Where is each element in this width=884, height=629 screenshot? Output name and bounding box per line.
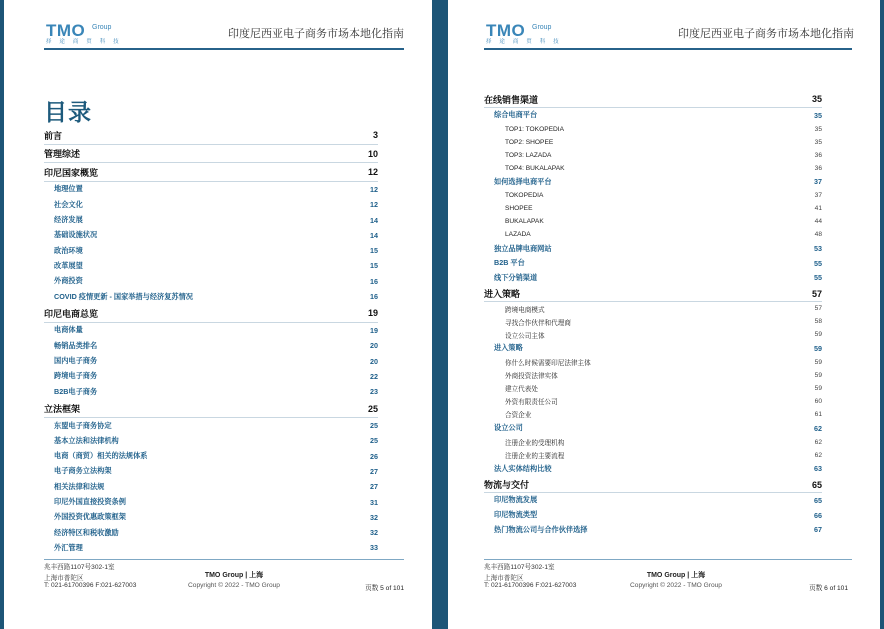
toc-entry[interactable] (54, 243, 378, 258)
toc-entry-title: TOKOPEDIA (505, 192, 544, 200)
toc-entry[interactable] (494, 522, 822, 537)
footer-contact: T: 021-61700396 F:021-627003 (484, 582, 577, 589)
toc-entry-page: 62 (814, 438, 822, 446)
toc-entry[interactable] (505, 189, 822, 202)
toc-entry-title: 建立代表处 (505, 386, 538, 394)
toc-entry-page: 31 (370, 497, 378, 507)
toc-entry-title: 跨境电子商务 (54, 371, 98, 381)
toc-entry-title: 相关法律和法规 (54, 481, 105, 491)
toc-entry[interactable] (54, 510, 378, 525)
toc-entry-title: 印尼物流发展 (494, 495, 538, 505)
toc-entry-page: 55 (814, 273, 822, 283)
toc-entry-title: 基础设施状况 (54, 230, 98, 240)
toc-entry[interactable] (494, 175, 822, 190)
toc-entry[interactable] (505, 315, 822, 328)
toc-entry-title: 印尼外国直接投资条例 (54, 497, 126, 507)
toc-entry[interactable] (484, 285, 822, 302)
toc-entry[interactable] (54, 274, 378, 289)
document-title: 印度尼西亚电子商务市场本地化指南 (678, 28, 854, 40)
toc-entry-page: 25 (370, 421, 378, 431)
toc-entry-page: 41 (814, 205, 822, 213)
toc-entry[interactable] (54, 479, 378, 494)
toc-entry[interactable] (505, 136, 822, 149)
tmo-group-logo (46, 22, 126, 46)
toc-entry[interactable] (54, 182, 378, 197)
toc-entry-page: 62 (814, 451, 822, 459)
toc-entry-title: COVID 疫情更新 - 国家举措与经济复苏情况 (54, 291, 193, 301)
toc-entry-page: 59 (814, 371, 822, 379)
toc-entry-title: 物流与交付 (484, 480, 530, 491)
toc-entry[interactable] (505, 382, 822, 395)
toc-entry-page: 67 (814, 525, 822, 535)
toc-entry[interactable] (54, 449, 378, 464)
toc-entry-page: 27 (370, 482, 378, 492)
toc-entry-page: 35 (811, 94, 822, 105)
document-page-right (448, 0, 880, 629)
toc-entry-title: 电商体量 (54, 325, 83, 335)
toc-entry-page: 55 (814, 258, 822, 268)
toc-entry-page: 16 (370, 276, 378, 286)
toc-entry-title: 在线销售渠道 (484, 94, 539, 105)
toc-entry-title: 畅销品类排名 (54, 340, 98, 350)
toc-entry-title: 印尼电商总览 (44, 308, 99, 319)
footer-copyright: Copyright © 2022 - TMO Group (188, 582, 280, 589)
toc-entry[interactable] (54, 433, 378, 448)
header-divider (484, 48, 852, 50)
toc-entry-page: 12 (370, 200, 378, 210)
logo-group-text: Group (532, 24, 552, 31)
toc-entry-title: TOP2: SHOPEE (505, 138, 554, 146)
toc-entry-title: 政治环境 (54, 245, 83, 255)
toc-entry-page: 14 (370, 215, 378, 225)
toc-entry-page: 14 (370, 230, 378, 240)
toc-entry[interactable] (484, 91, 822, 108)
logo-subtitle: 择 途 商 贸 科 技 (486, 39, 562, 45)
toc-entry-page: 37 (814, 192, 822, 200)
toc-entry-page: 23 (370, 387, 378, 397)
toc-entry-title: 外商投资法律实体 (505, 373, 558, 381)
toc-entry[interactable] (54, 197, 378, 212)
toc-entry-page: 59 (814, 331, 822, 339)
toc-entry-page: 59 (814, 358, 822, 366)
toc-entry[interactable] (494, 341, 822, 356)
toc-entry-page: 35 (814, 125, 822, 133)
toc-entry-page: 25 (370, 436, 378, 446)
footer-address-line1: 兆丰西路1107号302-1室 (44, 564, 115, 571)
toc-entry[interactable] (54, 525, 378, 540)
toc-entry-page: 37 (814, 177, 822, 187)
toc-entry[interactable] (505, 202, 822, 215)
toc-entry-page: 65 (811, 479, 822, 490)
toc-entry-title: 基本立法和法律机构 (54, 435, 119, 445)
footer-divider (484, 559, 852, 560)
footer-contact: T: 021-61700396 F:021-627003 (44, 582, 137, 589)
toc-entry-page: 32 (370, 528, 378, 538)
footer-copyright: Copyright © 2022 - TMO Group (630, 582, 722, 589)
toc-entry[interactable] (54, 323, 378, 338)
logo-subtitle: 择 途 商 贸 科 技 (46, 39, 122, 45)
toc-entry[interactable] (44, 126, 378, 145)
toc-entry[interactable] (494, 493, 822, 508)
toc-entry[interactable] (505, 449, 822, 462)
toc-entry[interactable] (44, 304, 378, 323)
toc-entry-title: 管理综述 (44, 149, 81, 160)
toc-entry-title: 电商（商贸）相关的法规体系 (54, 451, 148, 461)
toc-entry[interactable] (505, 328, 822, 341)
toc-entry-page: 59 (814, 343, 822, 353)
toc-entry-page: 53 (814, 244, 822, 254)
toc-entry-title: 地理位置 (54, 184, 83, 194)
toc-entry-page: 36 (814, 164, 822, 172)
toc-entry-title: BUKALAPAK (505, 218, 544, 226)
toc-entry[interactable] (505, 369, 822, 382)
toc-entry[interactable] (505, 395, 822, 408)
document-page-left (4, 0, 432, 629)
toc-entry-page: 32 (370, 512, 378, 522)
toc-entry[interactable] (505, 436, 822, 449)
toc-entry[interactable] (505, 356, 822, 369)
toc-entry[interactable] (505, 215, 822, 228)
toc-entry-title: 综合电商平台 (494, 110, 538, 120)
toc-entry-title: 热门物流公司与合作伙伴选择 (494, 524, 588, 534)
toc-entry-title: 进入策略 (494, 343, 523, 353)
toc-entry-title: 电子商务立法构架 (54, 466, 112, 476)
toc-entry-title: 外商投资 (54, 276, 83, 286)
toc-entry[interactable] (494, 421, 822, 436)
toc-entry[interactable] (494, 462, 822, 477)
toc-entry[interactable] (54, 212, 378, 227)
toc-entry-title: 合资企业 (505, 412, 532, 420)
toc-entry[interactable] (54, 289, 378, 304)
toc-entry-title: B2B电子商务 (54, 386, 98, 396)
footer-brand: TMO Group | 上海 (204, 572, 264, 579)
toc-entry-title: 国内电子商务 (54, 356, 98, 366)
header-divider (44, 48, 404, 50)
toc-entry-page: 35 (814, 110, 822, 120)
toc-entry-title: 如何选择电商平台 (494, 176, 552, 186)
toc-entry-page: 20 (370, 356, 378, 366)
toc-entry[interactable] (505, 408, 822, 421)
toc-entry-page: 59 (814, 384, 822, 392)
toc-entry-page: 25 (367, 403, 378, 414)
toc-entry-page: 19 (367, 308, 378, 319)
toc-entry-title: 注册企业的主要流程 (505, 453, 565, 460)
toc-entry[interactable] (494, 271, 822, 286)
toc-entry-title: 外资有限责任公司 (505, 399, 558, 407)
toc-entry[interactable] (494, 256, 822, 271)
toc-entry-page: 15 (370, 261, 378, 271)
toc-entry-page: 16 (370, 292, 378, 302)
toc-entry-page: 20 (370, 341, 378, 351)
footer-divider (44, 559, 404, 560)
toc-entry-title: TOP4: BUKALAPAK (505, 164, 565, 172)
toc-entry[interactable] (54, 353, 378, 368)
toc-entry-title: 独立品牌电商网站 (494, 243, 552, 253)
toc-entry-page: 12 (370, 184, 378, 194)
toc-entry-page: 35 (814, 138, 822, 146)
toc-entry-title: TOP1: TOKOPEDIA (505, 125, 564, 133)
toc-entry-page: 57 (814, 305, 822, 313)
toc-entry-title: 寻找合作伙伴和代理商 (505, 319, 571, 327)
toc-entry-title: B2B 平台 (494, 258, 525, 268)
toc-entry[interactable] (505, 228, 822, 241)
toc-entry-title: 你什么时候需要印尼法律主体 (505, 360, 591, 368)
logo-wordmark: TMO (486, 21, 526, 40)
toc-entry[interactable] (44, 163, 378, 182)
toc-entry-page: 66 (814, 510, 822, 520)
toc-entry[interactable] (494, 108, 822, 123)
toc-entry[interactable] (494, 508, 822, 523)
toc-entry[interactable] (54, 494, 378, 509)
toc-entry-title: 进入策略 (484, 289, 521, 300)
toc-entry-page: 10 (367, 148, 378, 159)
toc-entry[interactable] (54, 540, 378, 555)
toc-entry-title: 注册企业的受理机构 (505, 440, 565, 447)
toc-entry-title: TOP3: LAZADA (505, 151, 552, 159)
footer-page-number: 页数 6 of 101 (809, 585, 848, 592)
footer-address-line2: 上海市普陀区 (484, 575, 524, 582)
toc-entry[interactable] (44, 145, 378, 164)
toc-entry-page: 19 (370, 325, 378, 335)
toc-entry-page: 15 (370, 246, 378, 256)
toc-entry-page: 26 (370, 451, 378, 461)
toc-entry-title: 经济发展 (54, 215, 83, 225)
toc-entry-page: 12 (367, 167, 378, 178)
toc-entry-page: 60 (814, 397, 822, 405)
toc-entry[interactable] (54, 258, 378, 273)
toc-entry-title: 印尼国家概览 (44, 167, 99, 178)
toc-entry-page: 48 (814, 231, 822, 239)
toc-entry-title: 设立公司主体 (505, 332, 545, 340)
toc-entry-page: 57 (811, 288, 822, 299)
toc-entry-title: 法人实体结构比较 (494, 463, 552, 473)
toc-entry-title: 线下分销渠道 (494, 272, 538, 282)
toc-entry-title: 经济特区和税收激励 (54, 527, 119, 537)
toc-heading: 目录 (44, 99, 92, 125)
toc-entry-title: 跨境电商模式 (505, 306, 545, 314)
toc-entry-page: 62 (814, 423, 822, 433)
toc-entry[interactable] (505, 149, 822, 162)
toc-entry-page: 63 (814, 464, 822, 474)
logo-wordmark: TMO (46, 21, 86, 40)
toc-entry[interactable] (505, 302, 822, 315)
toc-entry-page: 27 (370, 466, 378, 476)
toc-entry[interactable] (484, 476, 822, 493)
toc-entry-title: 外汇管理 (54, 542, 83, 552)
toc-entry[interactable] (54, 384, 378, 399)
tmo-group-logo (486, 22, 566, 46)
footer-page-number: 页数 5 of 101 (365, 585, 404, 592)
footer-address-line1: 兆丰西路1107号302-1室 (484, 564, 555, 571)
footer-address-line2: 上海市普陀区 (44, 575, 84, 582)
toc-entry-page: 44 (814, 218, 822, 226)
toc-entry-title: SHOPEE (505, 205, 533, 213)
toc-entry-title: LAZADA (505, 231, 531, 239)
toc-entry-title: 东盟电子商务协定 (54, 420, 112, 430)
footer-brand: TMO Group | 上海 (646, 572, 706, 579)
toc-entry-page: 58 (814, 318, 822, 326)
toc-entry-page: 22 (370, 371, 378, 381)
toc-entry-page: 61 (814, 410, 822, 418)
toc-entry-page: 36 (814, 151, 822, 159)
toc-entry-page: 65 (814, 495, 822, 505)
toc-entry-title: 印尼物流类型 (494, 510, 538, 520)
toc-entry-title: 设立公司 (494, 423, 523, 433)
toc-entry-page: 3 (372, 130, 378, 141)
toc-entry-title: 社会文化 (54, 199, 83, 209)
toc-entry-title: 前言 (44, 130, 63, 141)
toc-entry[interactable] (54, 464, 378, 479)
toc-entry[interactable] (494, 241, 822, 256)
toc-entry[interactable] (54, 228, 378, 243)
toc-entry[interactable] (54, 338, 378, 353)
toc-entry[interactable] (44, 399, 378, 418)
toc-entry[interactable] (505, 123, 822, 136)
logo-group-text: Group (92, 24, 112, 31)
toc-entry-page: 33 (370, 543, 378, 553)
toc-entry[interactable] (54, 369, 378, 384)
document-title: 印度尼西亚电子商务市场本地化指南 (228, 28, 404, 40)
toc-entry[interactable] (54, 418, 378, 433)
toc-entry-title: 改革展望 (54, 260, 83, 270)
toc-entry-title: 立法框架 (44, 404, 81, 415)
toc-entry-title: 外国投资优惠政策框架 (54, 512, 126, 522)
toc-entry[interactable] (505, 162, 822, 175)
